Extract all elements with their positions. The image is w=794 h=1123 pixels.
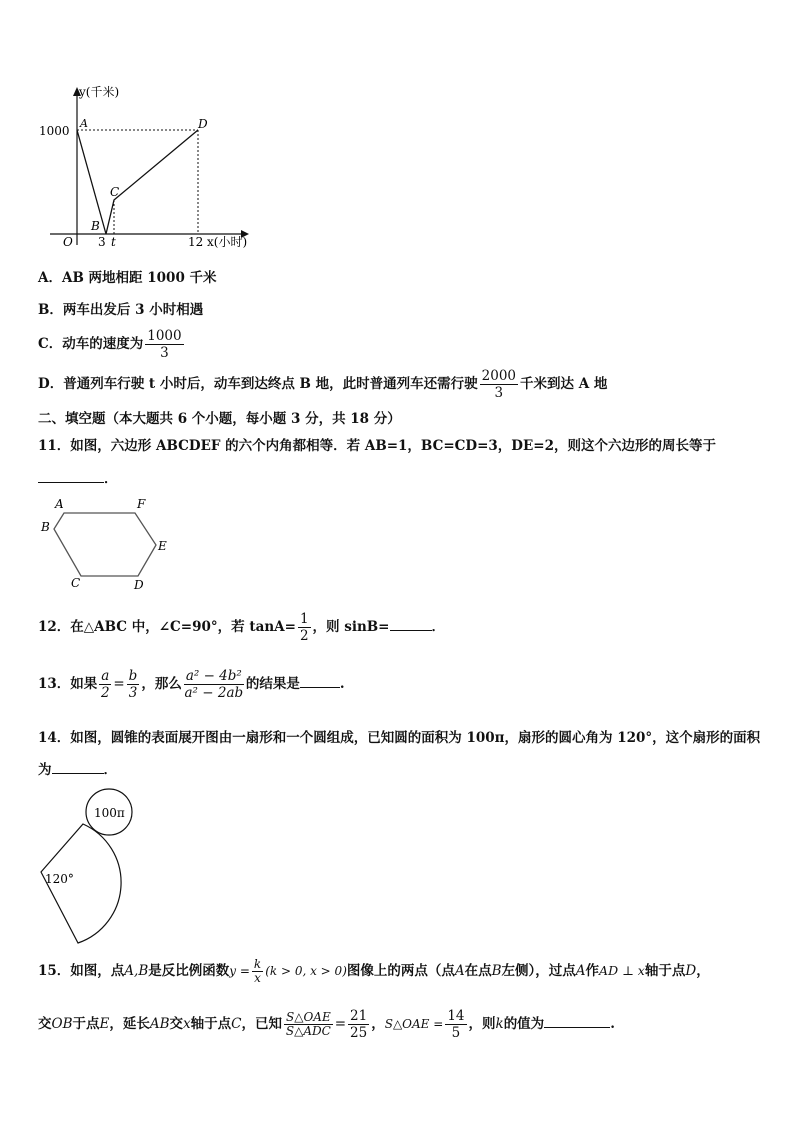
q15-l2-text-3: ，延长 — [109, 1016, 150, 1032]
option-b: B．两车出发后 3 小时相遇 — [38, 302, 204, 318]
question-12-denominator: 2 — [299, 628, 309, 644]
q15-point-e: E — [99, 1016, 110, 1032]
q15-l2-text-1: 交 — [38, 1016, 52, 1032]
hexagon-shape — [54, 513, 156, 576]
question-15-blank[interactable] — [544, 1013, 610, 1028]
option-a: A．AB 两地相距 1000 千米 — [38, 270, 217, 286]
q15-point-b: B — [491, 963, 502, 979]
origin-label: O — [63, 235, 73, 249]
q15-func-fraction — [252, 958, 263, 985]
question-11-answer-line — [38, 468, 118, 489]
q15-l2-text-9: 的值为 — [503, 1016, 545, 1032]
question-15-line-2 — [38, 1008, 615, 1041]
question-13-prefix: 13．如果 — [38, 676, 98, 692]
question-11-blank[interactable] — [38, 468, 104, 483]
q15-ratio-equals: = — [334, 1016, 347, 1032]
question-12-blank[interactable] — [390, 616, 432, 631]
q15-k: k — [495, 1016, 504, 1032]
question-13-mid: ，那么 — [141, 676, 182, 692]
distance-time-graph — [36, 80, 266, 255]
q15-l2-text-7: ， — [371, 1016, 385, 1032]
question-13-suffix: 的结果是 — [245, 676, 300, 692]
hexagon-label-f: F — [137, 497, 146, 511]
q15-point-c: C — [231, 1016, 242, 1032]
question-14-blank[interactable] — [52, 759, 104, 774]
q15-text-4: 在点 — [464, 963, 492, 979]
hexagon-label-c: C — [71, 576, 81, 590]
q15-points-ab: A,B — [124, 963, 149, 979]
q15-l2-text-8: ，则 — [468, 1016, 496, 1032]
option-d — [38, 368, 607, 401]
hexagon-label-a: A — [55, 497, 64, 511]
question-13-blank[interactable] — [300, 673, 340, 688]
q15-text-7: 轴于点 — [644, 963, 686, 979]
q15-ratio-denominator: S△ADC — [285, 1024, 331, 1038]
q15-text-8: ， — [696, 963, 710, 979]
point-c-label: C — [110, 185, 120, 199]
q15-func-numerator: k — [253, 957, 262, 971]
q15-func-condition: (k > 0, x > 0) — [265, 964, 347, 978]
q15-text-6: 作 — [585, 963, 600, 979]
option-c-denominator: 3 — [160, 345, 169, 361]
point-d-label: D — [198, 117, 208, 131]
q15-l2-text-5: 轴于点 — [190, 1016, 232, 1032]
question-15-line-1 — [38, 958, 710, 985]
q15-x-axis: x — [183, 1016, 191, 1032]
question-12-fraction — [298, 611, 311, 644]
section-title: 二、填空题（本大题共 6 个小题，每小题 3 分，共 18 分） — [38, 411, 401, 427]
q15-text-5: 左侧），过点 — [501, 963, 576, 979]
question-11-text: 11．如图，六边形 ABCDEF 的六个内角都相等．若 AB=1，BC=CD=3，DE=2，则这个六边形的周长等于 — [38, 438, 717, 454]
x-tick-t: t — [111, 235, 116, 249]
q15-ratio-numerator: S△OAE — [286, 1010, 331, 1024]
cone-net-figure — [36, 786, 136, 946]
question-11-end: ． — [104, 471, 118, 487]
point-b-label: B — [91, 219, 100, 233]
option-d-fraction — [480, 368, 518, 401]
question-13-f1-numerator: a — [101, 668, 110, 684]
question-13-equals: = — [113, 676, 125, 692]
q15-area-ratio — [284, 1011, 333, 1038]
hexagon-label-e: E — [158, 539, 167, 553]
hexagon-label-b: B — [41, 520, 50, 534]
question-13 — [38, 668, 345, 701]
q15-l2-text-6: ，已知 — [241, 1016, 282, 1032]
option-d-prefix: D．普通列车行驶 t 小时后，动车到达终点 B 地，此时普通列车还需行驶 — [38, 376, 478, 392]
q15-func-y: y = — [229, 964, 250, 978]
option-d-suffix: 千米到达 A 地 — [520, 376, 608, 392]
question-13-f1-denominator: 2 — [101, 685, 110, 701]
question-13-f3-denominator: a² − 2ab — [184, 685, 244, 701]
question-12-suffix: ，则 sinB= — [312, 619, 390, 635]
q15-area-value — [445, 1008, 466, 1041]
question-13-f2-denominator: 3 — [128, 685, 138, 701]
y-axis-label: y(千米) — [79, 85, 120, 99]
question-13-f3-numerator: a² − 4b² — [185, 668, 242, 684]
question-12 — [38, 611, 445, 644]
q15-text-1: 15．如图，点 — [38, 963, 125, 979]
q15-text-2: 是反比例函数 — [148, 963, 230, 979]
q15-area-numerator: 14 — [447, 1008, 465, 1024]
option-d-denominator: 3 — [494, 385, 504, 401]
sector-angle-label: 120° — [45, 872, 74, 886]
question-14-prefix: 为 — [38, 762, 52, 778]
hexagon-label-d: D — [134, 578, 144, 592]
hexagon-figure — [36, 494, 176, 594]
option-c-numerator: 1000 — [147, 328, 182, 344]
q15-end: . — [610, 1016, 615, 1032]
x-tick-12: 12 — [188, 235, 204, 249]
q15-area-lhs: S△OAE = — [384, 1017, 444, 1031]
q15-l2-text-2: 于点 — [72, 1016, 100, 1032]
question-13-fraction-1 — [99, 668, 111, 701]
q15-segment-ab: AB — [149, 1016, 170, 1032]
q15-area-denominator: 5 — [451, 1025, 461, 1041]
option-c — [38, 328, 186, 361]
question-13-end: . — [339, 676, 345, 692]
question-13-f2-numerator: b — [128, 668, 138, 684]
q15-ratio-value-numerator: 21 — [350, 1008, 368, 1024]
option-c-prefix: C．动车的速度为 — [38, 336, 144, 352]
q15-point-a-2: A — [575, 963, 586, 979]
q15-func-denominator: x — [254, 971, 261, 985]
q15-segment-ob: OB — [51, 1016, 73, 1032]
x-tick-3: 3 — [98, 235, 106, 249]
question-14-line-2 — [38, 759, 117, 780]
option-c-fraction — [145, 328, 183, 361]
q15-perpendicular: AD ⊥ x — [599, 963, 645, 978]
question-14-end: ． — [103, 762, 117, 778]
question-13-fraction-3 — [184, 668, 244, 701]
circle-area-label: 100π — [94, 806, 125, 820]
question-12-end: ． — [431, 619, 445, 635]
point-a-label: A — [80, 117, 88, 130]
question-14-line-1: 14．如图，圆锥的表面展开图由一扇形和一个圆组成，已知圆的面积为 100π，扇形的圆心角为 120°，这个扇形的面积 — [38, 730, 761, 746]
x-axis-label: x(小时) — [207, 235, 248, 249]
q15-text-3: 图像上的两点（点 — [346, 963, 455, 979]
q15-ratio-value — [348, 1008, 369, 1041]
question-12-numerator: 1 — [299, 611, 309, 627]
q15-point-d: D — [685, 963, 697, 979]
question-13-fraction-2 — [127, 668, 140, 701]
q15-ratio-value-denominator: 25 — [350, 1025, 368, 1041]
question-12-prefix: 12．在△ABC 中，∠C=90°，若 tanA= — [38, 619, 296, 635]
option-d-numerator: 2000 — [481, 368, 517, 384]
q15-point-a: A — [454, 963, 465, 979]
y-tick-1000: 1000 — [39, 124, 70, 138]
q15-l2-text-4: 交 — [169, 1016, 184, 1032]
